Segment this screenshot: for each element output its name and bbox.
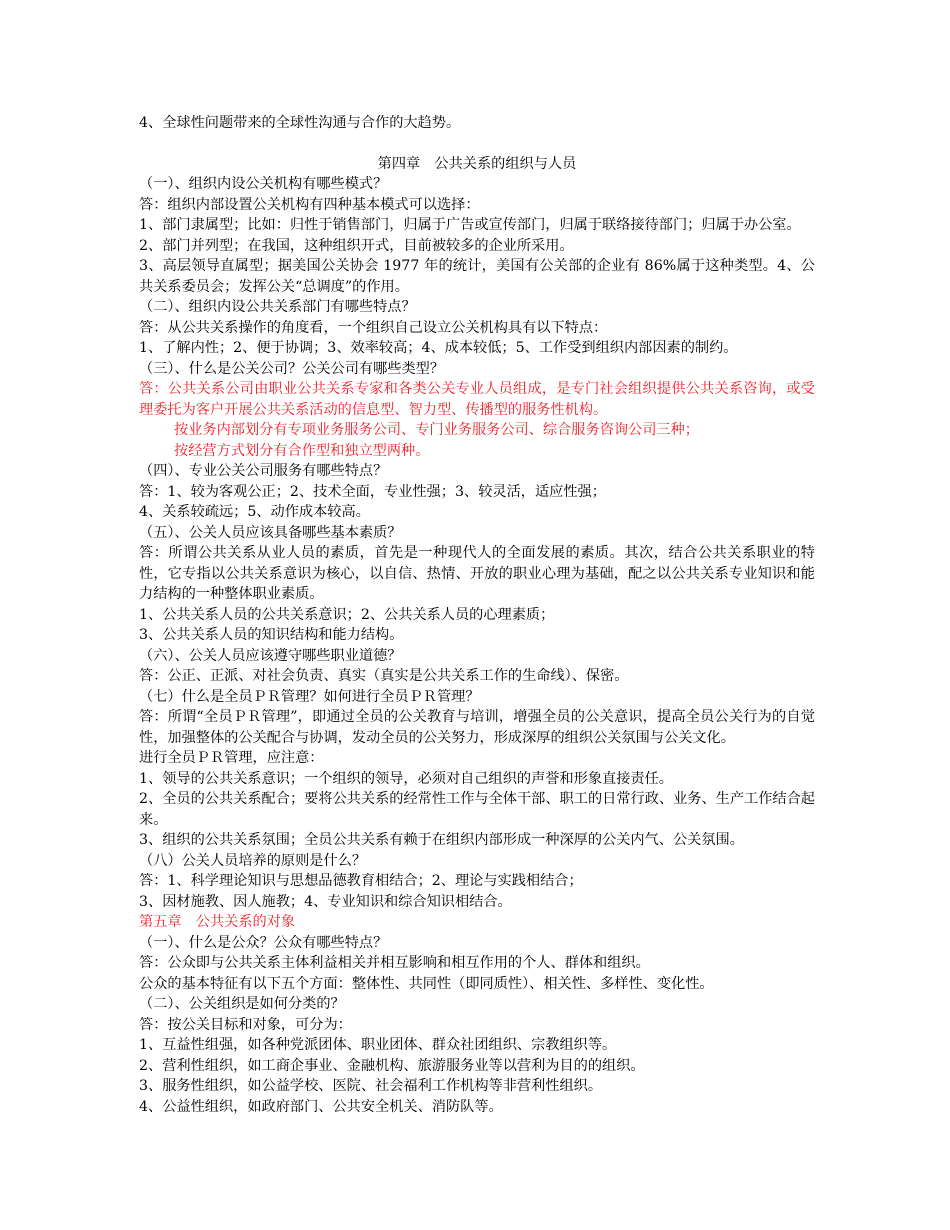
answer-paragraph: 答：组织内部设置公关机构有四种基本模式可以选择： bbox=[139, 196, 480, 213]
list-item: 3、服务性组织，如公益学校、医院、社会福利工作机构等非营利性组织。 bbox=[139, 1078, 603, 1094]
question-heading: （六）、公关人员应该遵守哪些职业道德？ bbox=[139, 647, 402, 664]
question-heading: （二）、公关组织是如何分类的？ bbox=[139, 996, 345, 1012]
text-paragraph: 4、全球性问题带来的全球性沟通与合作的大趋势。 bbox=[139, 115, 461, 131]
highlighted-list-item: 按业务内部划分有专项业务服务公司、专门业务服务公司、综合服务咨询公司三种； bbox=[174, 422, 699, 438]
list-item: 1、了解内性；2、便于协调；3、效率较高；4、成本较低；5、工作受到组织内部因素的制约。 bbox=[139, 340, 738, 356]
chapter-five-heading: 第五章 公共关系的对象 bbox=[139, 914, 296, 930]
question-heading: （八）公关人员培养的原则是什么？ bbox=[139, 852, 367, 869]
list-item: 2、营利性组织，如工商企事业、金融机构、旅游服务业等以营利为目的的组织。 bbox=[139, 1057, 645, 1074]
question-heading: （七）什么是全员ＰＲ管理？如何进行全员ＰＲ管理？ bbox=[139, 688, 480, 705]
question-heading: （四）、专业公关公司服务有哪些特点？ bbox=[139, 463, 388, 479]
answer-paragraph: 答：1、较为客观公正；2、技术全面，专业性强；3、较灵活，适应性强； bbox=[139, 483, 606, 500]
list-item: 1、领导的公共关系意识；一个组织的领导，必须对自己组织的声誉和形象直接责任。 bbox=[139, 770, 673, 787]
chapter-four-heading: 第四章 公共关系的组织与人员 bbox=[377, 155, 577, 172]
question-heading: （三）、什么是公关公司？公关公司有哪些类型？ bbox=[139, 360, 445, 377]
list-item: 3、公共关系人员的知识结构和能力结构。 bbox=[139, 627, 404, 643]
list-item: 4、关系较疏远；5、动作成本较高。 bbox=[139, 504, 370, 520]
list-item: 3、高层领导直属型；据美国公关协会 1977 年的统计，美国有公关部的企业有 86%属于这种类型。4、公共关系委员会；发挥公关“总调度”的作用。 bbox=[139, 258, 815, 295]
question-heading: （一）、组织内设公关机构有哪些模式？ bbox=[139, 176, 388, 192]
question-heading: （五）、公关人员应该具备哪些基本素质？ bbox=[139, 524, 402, 541]
answer-paragraph: 答：按公关目标和对象，可分为： bbox=[139, 1016, 352, 1033]
list-item: 1、部门隶属型；比如：归性于销售部门，归属于广告或宣传部门，归属于联络接待部门；归属于办公室。 bbox=[139, 217, 801, 233]
question-heading: （二）、组织内设公共关系部门有哪些特点？ bbox=[139, 299, 416, 315]
text-paragraph: 公众的基本特征有以下五个方面：整体性、共同性（即同质性）、相关性、多样性、变化性。 bbox=[139, 975, 714, 992]
document-page bbox=[139, 113, 815, 1117]
list-item: 1、互益性组强，如各种党派团体、职业团体、群众社团组织、宗教组织等。 bbox=[139, 1037, 617, 1053]
list-item: 3、组织的公共关系氛围；全员公共关系有赖于在组织内部形成一种深厚的公关内气、公关氛围。 bbox=[139, 832, 744, 848]
answer-paragraph: 答：所谓“全员ＰＲ管理”，即通过全员的公关教育与培训，增强全员的公关意识，提高全员公关行为的自觉性，加强整体的公关配合与协调，发动全员的公关努力，形成深厚的组织公关氛围与公关文化。 bbox=[139, 709, 815, 746]
text-paragraph: 进行全员ＰＲ管理，应注意： bbox=[139, 750, 324, 766]
list-item: 4、公益性组织，如政府部门、公共安全机关、消防队等。 bbox=[139, 1098, 503, 1115]
list-item: 2、全员的公共关系配合；要将公共关系的经常性工作与全体干部、职工的日常行政、业务、生产工作结合起来。 bbox=[139, 791, 815, 828]
highlighted-answer-paragraph: 答：公共关系公司由职业公共关系专家和各类公关专业人员组成，是专门社会组织提供公共关系咨询，或受理委托为客户开展公共关系活动的信息型、智力型、传播型的服务性机构。 bbox=[139, 381, 815, 418]
question-heading: （一）、什么是公众？公众有哪些特点？ bbox=[139, 934, 388, 951]
highlighted-list-item: 按经营方式划分有合作型和独立型两种。 bbox=[174, 442, 430, 459]
answer-paragraph: 答：所谓公共关系从业人员的素质，首先是一种现代人的全面发展的素质。其次，结合公共关系职业的特性，它专指以公共关系意识为核心，以自信、热情、开放的职业心理为基础，配之以公共关系专业知识和能力结构的一种整体职业素质。 bbox=[139, 545, 815, 602]
answer-paragraph: 答：从公共关系操作的角度看，一个组织自己设立公关机构具有以下特点： bbox=[139, 319, 608, 336]
list-item: 1、公共关系人员的公共关系意识；2、公共关系人员的心理素质； bbox=[139, 606, 555, 623]
answer-paragraph: 答：1、科学理论知识与思想品德教育相结合；2、理论与实践相结合； bbox=[139, 873, 583, 889]
list-item: 2、部门并列型；在我国，这种组织开式，目前被较多的企业所采用。 bbox=[139, 237, 574, 254]
answer-paragraph: 答：公正、正派、对社会负责、真实（真实是公共关系工作的生命线）、保密。 bbox=[139, 668, 629, 684]
answer-paragraph: 答：公众即与公共关系主体利益相关并相互影响和相互作用的个人、群体和组织。 bbox=[139, 955, 650, 971]
list-item: 3、因材施教、因人施教；4、专业知识和综合知识相结合。 bbox=[139, 893, 512, 910]
